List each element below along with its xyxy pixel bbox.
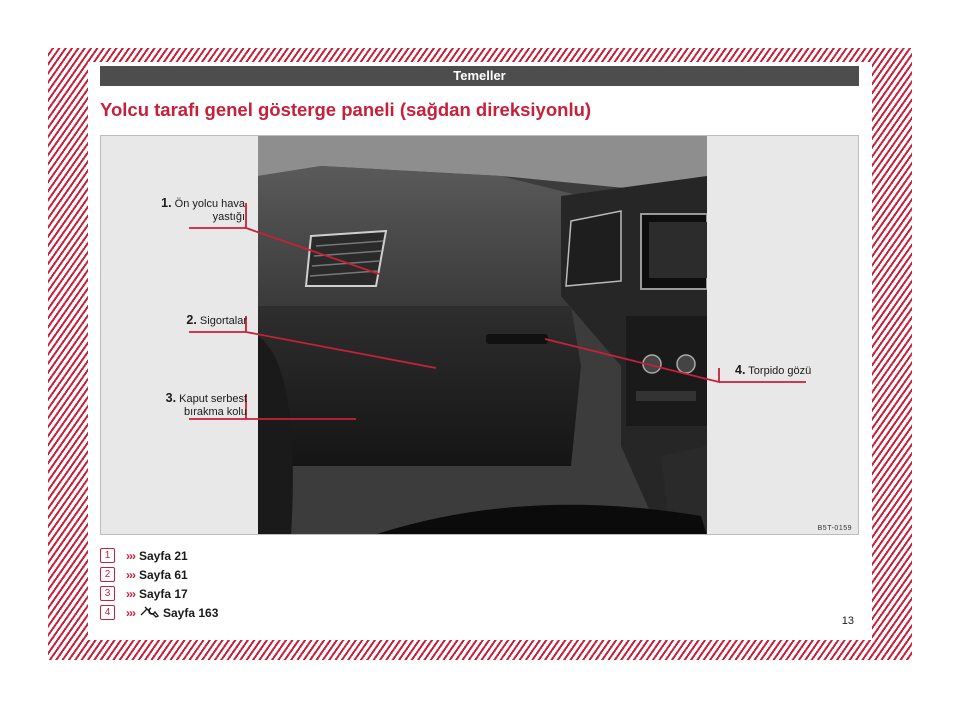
reference-item[interactable] — [100, 565, 218, 584]
tool-kit-icon — [139, 605, 159, 621]
reference-item[interactable] — [100, 546, 218, 565]
callout-airbag: 1. Ön yolcu hava yastığı — [161, 196, 245, 223]
figure-code: B5T-0159 — [817, 525, 852, 532]
section-header: Temeller — [100, 66, 859, 86]
reference-arrow: ››› — [126, 567, 135, 582]
reference-number: 1 — [100, 548, 115, 563]
callout-fuses: 2. Sigortalar — [186, 313, 247, 327]
reference-page-link[interactable]: Sayfa 21 — [139, 548, 188, 563]
dashboard-illustration — [101, 136, 859, 535]
reference-page-link[interactable]: Sayfa 17 — [139, 586, 188, 601]
page-number: 13 — [841, 615, 854, 627]
dashboard-photo — [100, 135, 859, 535]
reference-list — [100, 546, 218, 622]
reference-arrow: ››› — [126, 605, 135, 620]
callout-bonnet-release: 3. Kaput serbest bırakma kolu — [165, 391, 247, 418]
reference-item[interactable] — [100, 584, 218, 603]
reference-page-link[interactable]: Sayfa 163 — [163, 605, 219, 620]
reference-arrow: ››› — [126, 548, 135, 563]
reference-number: 2 — [100, 567, 115, 582]
reference-arrow: ››› — [126, 586, 135, 601]
air-vent-left — [306, 231, 386, 286]
reference-page-link[interactable]: Sayfa 61 — [139, 567, 188, 582]
page-title: Yolcu tarafı genel gösterge paneli (sağdan direksiyonlu) — [100, 99, 592, 120]
reference-number: 3 — [100, 586, 115, 601]
reference-item[interactable] — [100, 603, 218, 622]
manual-page — [88, 62, 872, 640]
reference-number: 4 — [100, 605, 115, 620]
callout-glovebox: 4. Torpido gözü — [735, 363, 812, 377]
